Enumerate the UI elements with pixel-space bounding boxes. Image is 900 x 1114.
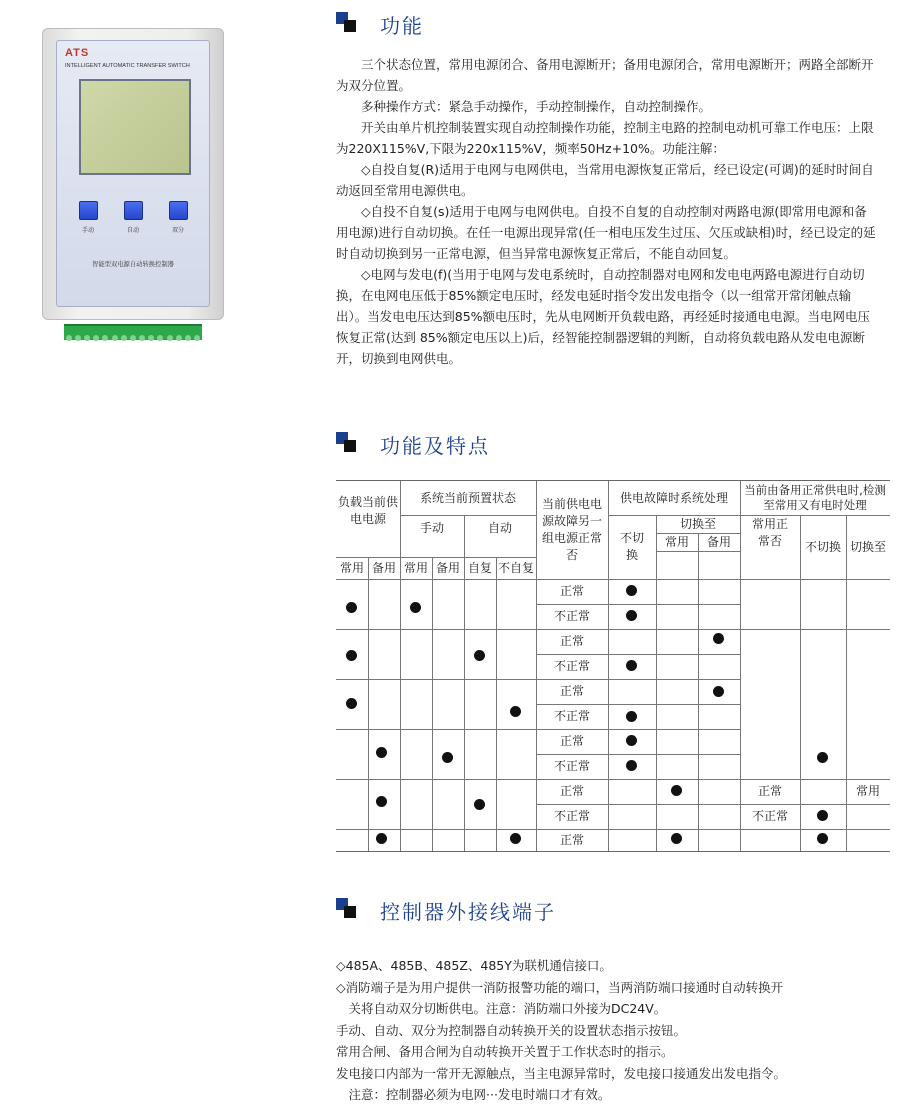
header-auto: 自动: [487, 520, 512, 535]
header-preset-state: 系统当前预置状态: [419, 490, 516, 505]
subheader-cell: 不自复: [497, 560, 534, 575]
header-switch-normal: 常用: [664, 534, 689, 549]
header-switch-backup: 备用: [706, 534, 731, 549]
paragraph: 多种操作方式：紧急手动操作，手动控制操作，自动控制操作。: [361, 99, 712, 114]
header-restore-handling: 当前由备用正常供电时,检测至常用又有电时处理: [744, 483, 886, 512]
header-load-source: 负载当前供电电源: [337, 495, 398, 526]
header-manual: 手动: [419, 520, 444, 535]
terminal-line: 关将自动双分切断供电。注意：消防端口外接为DC24V。: [336, 1001, 667, 1016]
terminal-line: 常用合闸、备用合闸为自动转换开关置于工作状态时的指示。: [336, 1044, 674, 1059]
header-normal-ok: 常用正常否: [751, 517, 788, 548]
section-title: 功能: [380, 14, 424, 38]
terminal-line: 注意：控制器必须为电网···发电时端口才有效。: [336, 1087, 611, 1102]
terminal-line: 发电接口内部为一常开无源触点，当主电源异常时，发电接口接通发出发电指令。: [336, 1065, 787, 1081]
table-dot: [671, 785, 682, 796]
header-no-switch: 不切换: [620, 531, 645, 562]
table-dot: [442, 752, 453, 763]
status-cell: 不正常: [553, 809, 590, 823]
section-title: 功能及特点: [380, 434, 490, 458]
subheader-cell: 常用: [403, 560, 428, 575]
header-restore-no-switch: 不切换: [804, 539, 841, 554]
table-dot: [713, 686, 724, 697]
device-auto-label: 自动: [126, 227, 139, 234]
restore-switch-to-normal-cell: 常用: [855, 784, 880, 798]
header-other-source: 当前供电电源故障另一组电源正常否: [542, 497, 603, 562]
table-dot: [713, 633, 724, 644]
paragraph: ◇自投自复(R)适用于电网与电网供电，当常用电源恢复正常后，经已设定(可调)的延时时间自动返回至常用电源供电。: [336, 162, 874, 198]
table-dot: [410, 602, 421, 613]
table-dot: [510, 706, 521, 717]
status-cell: 不正常: [553, 759, 590, 773]
restore-abnormal-cell: 不正常: [751, 809, 788, 823]
terminal-line: ◇485A、485B、485Z、485Y为联机通信接口。: [336, 958, 612, 973]
status-cell: 正常: [559, 832, 584, 847]
device-double-off-label: 双分: [171, 227, 184, 234]
status-cell: 不正常: [553, 709, 590, 723]
table-dot: [671, 833, 682, 844]
device-subtitle: INTELLIGENT AUTOMATIC TRANSFER SWITCH: [65, 63, 190, 69]
status-cell: 正常: [559, 684, 584, 698]
table-dot: [626, 760, 637, 771]
subheader-cell: 常用: [339, 560, 364, 575]
device-auto-button[interactable]: [124, 201, 143, 220]
device-double-off-button[interactable]: [169, 201, 188, 220]
table-dot: [626, 711, 637, 722]
terminal-description: [336, 955, 886, 1106]
header-restore-switch-to: 切换至: [849, 539, 886, 554]
paragraph: ◇自投不自复(s)适用于电网与电网供电。自投不自复的自动控制对两路电源(即常用电源和备用电源)进行自动切换。在任一电源出现异常(任一相电压发生过压、欠压或缺相)时，经已设定的延时自动切换到另一正常电源，但当异常电源恢复正常后，不能自动回复。: [336, 204, 876, 261]
device-lcd-screen: [79, 79, 191, 175]
table-dot: [817, 810, 828, 821]
device-manual-button[interactable]: [79, 201, 98, 220]
terminal-line: ◇消防端子是为用户提供一消防报警功能的端口，当两消防端口接通时自动转换开: [336, 979, 784, 995]
device-name: 智能型双电源自动转换控制器: [92, 261, 174, 268]
device-terminal-block: [64, 324, 202, 340]
status-cell: 不正常: [553, 609, 590, 623]
table-dot: [346, 602, 357, 613]
table-dot: [626, 585, 637, 596]
table-dot: [817, 833, 828, 844]
section-title: 控制器外接线端子: [380, 900, 556, 924]
table-dot: [474, 799, 485, 810]
function-description: [336, 54, 876, 369]
device-illustration: [42, 28, 222, 328]
status-cell: 正常: [559, 734, 584, 748]
header-switch-to: 切换至: [679, 516, 716, 531]
feature-table: [336, 480, 890, 852]
device-front-panel: [56, 40, 210, 307]
table-dot: [376, 747, 387, 758]
table-dot: [626, 735, 637, 746]
status-cell: 正常: [559, 784, 584, 798]
table-dot: [346, 698, 357, 709]
table-dot: [376, 833, 387, 844]
table-dot: [376, 796, 387, 807]
paragraph: ◇电网与发电(f)(当用于电网与发电系统时，自动控制器对电网和发电电两路电源进行自动切换，在电网电压低于85%额定电压时，经发电延时指令发出发电指令（以一组常开常闭触点输出）。当发电电压达到85%额电压时，先从电网断开负载电路，再经延时接通电电源。当电网电压恢复正常(达到 85%额定电压以上)后，经智能控制器逻辑的判断，自动将负载电路从发电电源断开，切换到电网供电。: [336, 267, 871, 366]
table-dot: [626, 610, 637, 621]
table-dot: [626, 660, 637, 671]
status-cell: 不正常: [553, 659, 590, 673]
restore-normal-cell: 正常: [757, 784, 782, 798]
terminal-line: 手动、自动、双分为控制器自动转换开关的设置状态指示按钮。: [336, 1022, 687, 1038]
header-fault-handling: 供电故障时系统处理: [619, 490, 728, 505]
table-dot: [346, 650, 357, 661]
table-dot: [474, 650, 485, 661]
subheader-cell: 备用: [435, 560, 460, 575]
paragraph: 开关由单片机控制装置实现自动控制操作功能，控制主电路的控制电动机可靠工作电压：上限为220X115%V,下限为220x115%V，频率50Hz+10%。功能注解：: [336, 120, 874, 156]
subheader-cell: 备用: [371, 560, 396, 575]
device-manual-label: 手动: [81, 227, 94, 234]
status-cell: 正常: [559, 584, 584, 598]
paragraph: 三个状态位置，常用电源闭合、备用电源断开；备用电源闭合，常用电源断开；两路全部断开为双分位置。: [336, 57, 874, 93]
table-dot: [817, 752, 828, 763]
table-dot: [510, 833, 521, 844]
subheader-cell: 自复: [467, 560, 492, 575]
status-cell: 正常: [559, 634, 584, 648]
device-brand: ATS: [65, 47, 90, 59]
